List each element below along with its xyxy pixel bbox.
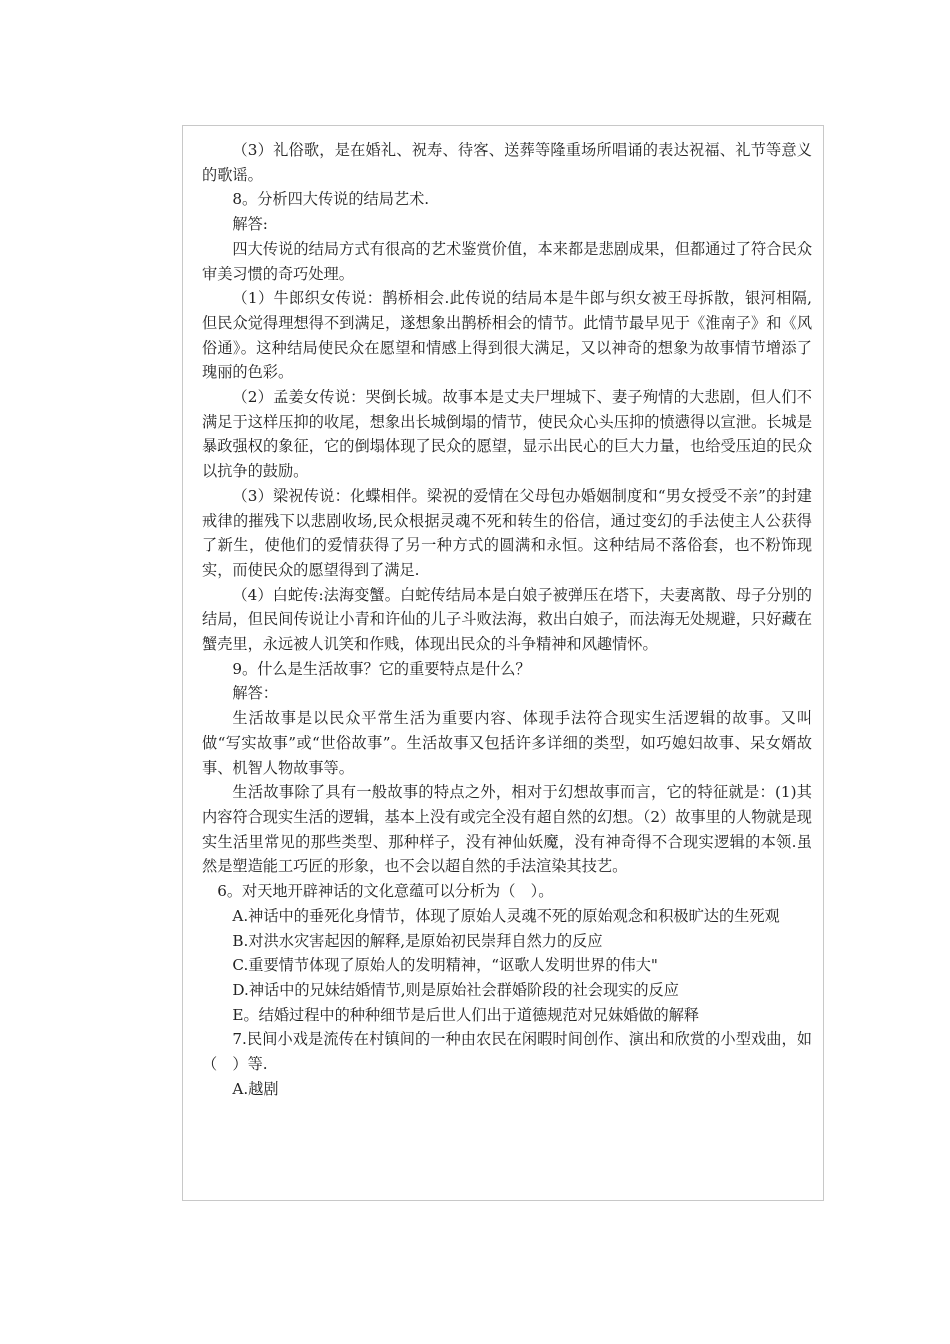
answer-label: 解答: bbox=[232, 215, 268, 234]
paragraph: （4）白蛇传:法海变蟹。白蛇传结局本是白娘子被弹压在塔下，夫妻离散、母子分别的结局，但民间传说让小青和许仙的儿子斗败法海，救出白娘子，而法海无处规避，只好藏在蟹壳里，永远被人讥笑和作贱，体现出民众的斗争精神和风趣情怀。 bbox=[202, 585, 812, 654]
paragraph: 生活故事是以民众平常生活为重要内容、体现手法符合现实生活逻辑的故事。又叫做“写实故事”或“世俗故事”。生活故事又包括许多详细的类型，如巧媳妇故事、呆女婿故事、机智人物故事等。 bbox=[202, 709, 812, 777]
answer-label: 解答： bbox=[232, 684, 278, 703]
document-body bbox=[202, 138, 812, 1101]
option-item: A.越剧 bbox=[232, 1079, 279, 1098]
option-item: E。结婚过程中的种种细节是后世人们出于道德规范对兄妹婚做的解释 bbox=[232, 1005, 700, 1024]
question-heading: 9。什么是生活故事？它的重要特点是什么？ bbox=[232, 659, 531, 678]
paragraph: （2）孟姜女传说：哭倒长城。故事本是丈夫尸埋城下、妻子殉情的大悲剧，但人们不满足于这样压抑的收尾，想象出长城倒塌的情节，使民众心头压抑的愤懑得以宣泄。长城是暴政强权的象征，它的倒塌体现了民众的愿望，显示出民心的巨大力量，也给受压迫的民众以抗争的鼓励。 bbox=[202, 388, 812, 481]
paragraph: （3）礼俗歌，是在婚礼、祝寿、待客、送葬等隆重场所唱诵的表达祝福、礼节等意义的歌谣。 bbox=[202, 141, 812, 184]
option-item: C.重要情节体现了原始人的发明精神，“讴歌人发明世界的伟大" bbox=[232, 956, 658, 975]
paragraph: （3）梁祝传说：化蝶相伴。梁祝的爱情在父母包办婚姻制度和“男女授受不亲”的封建戒律的摧残下以悲剧收场,民众根据灵魂不死和转生的俗信，通过变幻的手法使主人公获得了新生，使他们的爱情获得了另一种方式的圆满和永恒。这种结局不落俗套，也不粉饰现实，而使民众的愿望得到了满足. bbox=[202, 486, 812, 579]
paragraph: （1）牛郎织女传说：鹊桥相会.此传说的结局本是牛郎与织女被王母拆散，银河相隔,但民众觉得理想得不到满足，遂想象出鹊桥相会的情节。此情节最早见于《淮南子》和《风俗通》。这种结局使民众在愿望和情感上得到很大满足，又以神奇的想象为故事情节增添了瑰丽的色彩。 bbox=[202, 289, 812, 382]
question-heading: 7.民间小戏是流传在村镇间的一种由农民在闲暇时间创作、演出和欣赏的小型戏曲，如（ ）等. bbox=[202, 1030, 812, 1074]
option-item: B.对洪水灾害起因的解释,是原始初民崇拜自然力的反应 bbox=[232, 931, 603, 950]
question-heading: 6。对天地开辟神话的文化意蕴可以分析为（ ）。 bbox=[217, 882, 554, 901]
option-item: D.神话中的兄妹结婚情节,则是原始社会群婚阶段的社会现实的反应 bbox=[232, 980, 679, 999]
question-heading: 8。分析四大传说的结局艺术. bbox=[232, 190, 430, 209]
paragraph: 四大传说的结局方式有很高的艺术鉴赏价值，本来都是悲剧成果，但都通过了符合民众审美习惯的奇巧处理。 bbox=[202, 239, 812, 283]
option-item: A.神话中的垂死化身情节，体现了原始人灵魂不死的原始观念和积极旷达的生死观 bbox=[232, 906, 780, 925]
paragraph: 生活故事除了具有一般故事的特点之外，相对于幻想故事而言，它的特征就是：(1)其内容符合现实生活的逻辑，基本上没有或完全没有超自然的幻想。（2）故事里的人物就是现实生活里常见的那些类型、那种样子，没有神仙妖魔，没有神奇得不合现实逻辑的本领.虽然是塑造能工巧匠的形象，也不会以超自然的手法渲染其技艺。 bbox=[202, 783, 812, 876]
